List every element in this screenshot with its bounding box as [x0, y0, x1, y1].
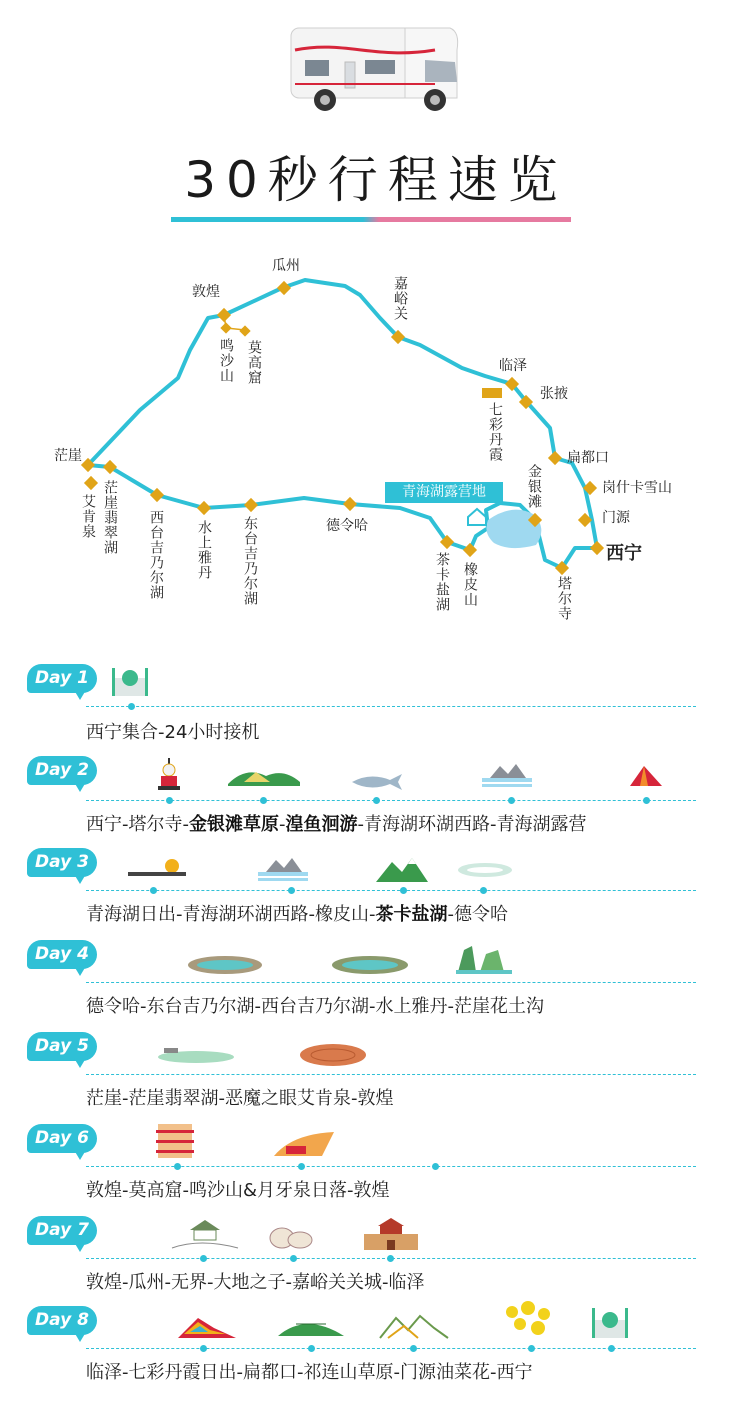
title-underline [171, 217, 571, 222]
day-route [86, 900, 508, 926]
day-route [86, 1176, 390, 1202]
yardang-icon [454, 942, 514, 976]
place-mangyafeicui: 茫崖翡翠湖 [102, 480, 118, 555]
route-text: 西宁集合-24小时接机 [86, 722, 260, 743]
badge-tail [74, 782, 86, 792]
emerald-lake-icon [156, 1046, 236, 1066]
camp-label: 青海湖露营地 [385, 482, 503, 503]
day-badge: Day 3 [27, 848, 97, 877]
timeline-dot [528, 1345, 535, 1352]
badge-tail [74, 966, 86, 976]
green-mountain-icon [374, 854, 430, 884]
place-taersi: 塔尔寺 [556, 576, 572, 621]
route-text: 茫崖-茫崖翡翠湖-恶魔之眼艾肯泉-敦煌 [86, 1088, 394, 1109]
lake-mountain-icon [480, 760, 534, 790]
route-text: 青海湖日出-青海湖环湖西路-橡皮山- [86, 904, 376, 925]
route-text: 临泽-七彩丹霞日出-扁都口-祁连山草原-门源油菜花-西宁 [86, 1362, 533, 1383]
grotto-icon [152, 1118, 198, 1162]
fish-icon [350, 770, 404, 792]
sunrise-icon [126, 852, 188, 882]
day-badge: Day 6 [27, 1124, 97, 1153]
danxia-icon [176, 1314, 238, 1340]
timeline-dot [128, 703, 135, 710]
timeline-dot [387, 1255, 394, 1262]
salt-lake-icon [456, 860, 514, 880]
route-text: 德令哈-东台吉乃尔湖-西台吉乃尔湖-水上雅丹-茫崖花土沟 [86, 996, 544, 1017]
day-badge: Day 1 [27, 664, 97, 693]
timeline-dot [200, 1345, 207, 1352]
day-route [86, 718, 259, 744]
mosque-icon [588, 1302, 632, 1340]
route-highlight: 金银滩草原 [189, 814, 279, 835]
day-badge: Day 4 [27, 940, 97, 969]
place-dunhuang: 敦煌 [192, 284, 220, 300]
route-text: -德令哈 [447, 904, 508, 925]
day-route [86, 1268, 424, 1294]
place-shuishang: 水上雅丹 [196, 520, 212, 580]
place-aikenquan: 艾肯泉 [80, 494, 96, 539]
timeline-dot [608, 1345, 615, 1352]
rv-icon [285, 20, 465, 120]
timeline-dash [86, 706, 696, 707]
biandukou-icon [276, 1312, 346, 1340]
day-badge: Day 7 [27, 1216, 97, 1245]
place-dongtai: 东台吉乃尔湖 [242, 516, 258, 606]
place-delingha: 德令哈 [326, 518, 368, 534]
timeline-dot [166, 797, 173, 804]
timeline-dot [432, 1163, 439, 1170]
lake-icon [330, 952, 410, 976]
day-route [86, 992, 544, 1018]
place-chakayanhu: 茶卡盐湖 [434, 552, 450, 612]
route-text: 敦煌-瓜州-无界-大地之子-嘉峪关关城-临泽 [86, 1272, 425, 1293]
timeline-dot [288, 887, 295, 894]
timeline-dot [298, 1163, 305, 1170]
lake-icon [186, 952, 264, 976]
timeline-dot [174, 1163, 181, 1170]
spring-eye-icon [298, 1042, 368, 1068]
crescent-spring-icon [272, 1128, 336, 1160]
page-title: 30秒行程速览 [184, 151, 568, 209]
timeline-dot [480, 887, 487, 894]
place-qicaidanxia: 七彩丹霞 [487, 402, 503, 462]
fortress-gate-icon [360, 1216, 422, 1252]
route-highlight: 茶卡盐湖 [375, 904, 448, 925]
timeline-dot [200, 1255, 207, 1262]
timeline-dash [86, 1348, 696, 1349]
day-badge: Day 5 [27, 1032, 97, 1061]
place-menyuan: 门源 [602, 510, 630, 526]
route-text: -青海湖环湖西路-青海湖露营 [357, 814, 587, 835]
tent-icon [628, 762, 664, 790]
place-jiayuguan: 嘉峪关 [392, 276, 408, 321]
badge-tail [74, 874, 86, 884]
place-mangya: 茫崖 [54, 448, 82, 464]
badge-tail [74, 1242, 86, 1252]
place-guazhou: 瓜州 [272, 258, 300, 274]
timeline-dot [373, 797, 380, 804]
stupa-icon [156, 756, 182, 792]
timeline-dot [260, 797, 267, 804]
day-badge: Day 2 [27, 756, 97, 785]
route-text: 西宁-塔尔寺- [86, 814, 189, 835]
campsite-icon [468, 509, 486, 525]
badge-tail [74, 1332, 86, 1342]
route-map [0, 240, 752, 640]
grassland-icon [226, 764, 302, 790]
day-route [86, 1084, 393, 1110]
place-xitai: 西台吉乃尔湖 [148, 510, 164, 600]
badge-tail [74, 1058, 86, 1068]
day-route [86, 810, 587, 836]
place-mingshashan: 鸣沙山 [218, 338, 234, 383]
route-text: - [279, 814, 286, 835]
lake-mountain-icon [256, 854, 310, 884]
place-linze: 临泽 [499, 358, 527, 374]
timeline-dot [410, 1345, 417, 1352]
timeline-dash [86, 890, 696, 891]
day-route [86, 1358, 532, 1384]
timeline-dot [508, 797, 515, 804]
route-highlight: 湟鱼洄游 [285, 814, 358, 835]
timeline-dot [290, 1255, 297, 1262]
place-xining: 西宁 [606, 543, 642, 564]
timeline-dash [86, 982, 696, 983]
badge-tail [74, 690, 86, 700]
baby-sculpture-icon [266, 1224, 314, 1252]
place-xiangpishan: 橡皮山 [462, 562, 478, 607]
mosque-icon [108, 664, 152, 698]
qicaidanxia-marker [482, 388, 502, 398]
timeline-dot [308, 1345, 315, 1352]
place-jinyintan: 金银滩 [526, 464, 542, 509]
qilian-mountain-icon [378, 1312, 450, 1340]
place-biandukou: 扁都口 [567, 450, 609, 466]
route-text: 敦煌-莫高窟-鸣沙山&月牙泉日落-敦煌 [86, 1180, 390, 1201]
badge-tail [74, 1150, 86, 1160]
timeline-dot [643, 797, 650, 804]
place-mogaoku: 莫高窟 [246, 340, 262, 385]
place-zhangye: 张掖 [540, 386, 568, 402]
timeline-dash [86, 1074, 696, 1075]
pavilion-icon [170, 1216, 240, 1252]
timeline-dash [86, 800, 696, 801]
timeline-dot [400, 887, 407, 894]
timeline-dot [150, 887, 157, 894]
place-gangshika: 岗什卡雪山 [602, 480, 672, 496]
rapeseed-icon [498, 1300, 562, 1340]
day-badge: Day 8 [27, 1306, 97, 1335]
